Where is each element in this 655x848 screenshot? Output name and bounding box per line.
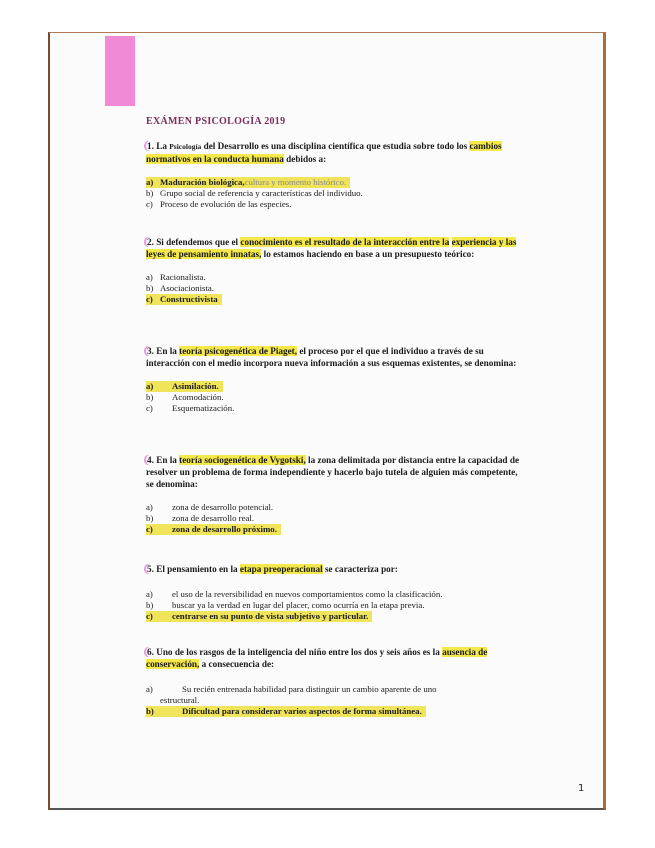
- option-b: b) buscar ya la verdad en lugar del placer, como ocurría en la etapa previa.: [146, 600, 425, 610]
- question-5-options: [146, 589, 526, 622]
- question-2-options: [146, 272, 526, 305]
- question-5-text: 5. El pensamiento en la etapa preoperacional se caracteriza por:: [147, 564, 398, 574]
- question-5: [146, 563, 526, 622]
- question-4: [146, 454, 526, 535]
- option-a: a) zona de desarrollo potencial.: [146, 502, 274, 512]
- page-number: 1: [578, 783, 585, 794]
- option-b: b) Asociacionista.: [146, 283, 214, 293]
- question-1: [146, 140, 526, 210]
- option-b: b) Grupo social de referencia y características del individuo.: [146, 188, 363, 198]
- option-a: a) Asimilación.: [146, 381, 526, 392]
- question-6-options: [146, 684, 526, 717]
- option-a: a) Racionalista.: [146, 272, 206, 282]
- question-2-text: 2. Si defendemos que el conocimiento es el resultado de la interacción entre la experiencia y las leyes de pensamiento innatas, lo estamos haciendo en base a un presupuesto teórico:: [146, 237, 517, 259]
- option-b: b) Dificultad para considerar varios aspectos de forma simultánea.: [146, 706, 526, 717]
- option-c: c) Esquematización.: [146, 403, 235, 413]
- exam-title: EXÁMEN PSICOLOGÍA 2019: [146, 116, 286, 127]
- question-1-options: [146, 177, 526, 210]
- exam-content: [146, 116, 526, 716]
- question-3-text: 3. En la teoría psicogenética de Piaget, el proceso por el que el individuo a través de su interacción con el medio incorpora nueva información a sus esquemas existentes, se denomina:: [146, 346, 517, 368]
- question-4-options: [146, 502, 526, 535]
- question-6-text: 6. Uno de los rasgos de la inteligencia del niño entre los dos y seis años es la ausencia de conservación, a consecuencia de:: [146, 647, 488, 669]
- option-c: c) zona de desarrollo próximo.: [146, 524, 526, 535]
- question-2: [146, 236, 526, 305]
- question-4-text: 4. En la teoría sociogenética de Vygotski, la zona delimitada por distancia entre la capacidad de resolver un problema de forma independiente y hacerlo bajo tutela de alguien más competente, se denomina:: [146, 455, 520, 489]
- option-a: a) Su recién entrenada habilidad para distinguir un cambio aparente de uno estructural.: [146, 684, 437, 705]
- question-3: [146, 345, 526, 414]
- question-6: [146, 646, 526, 717]
- option-c: c) Proceso de evolución de las especies.: [146, 199, 292, 209]
- option-a: a) Maduración biológica, cultura y momento histórico.: [146, 177, 526, 188]
- option-c: c) centrarse en su punto de vista subjetivo y particular.: [146, 611, 526, 622]
- option-a: a) el uso de la reversibilidad en nuevos comportamientos como la clasificación.: [146, 589, 443, 599]
- question-1-text: 1. La Psicología del Desarrollo es una disciplina científica que estudia sobre todo los cambios normativos en la conducta humana debidos a:: [146, 141, 502, 164]
- option-b: b) zona de desarrollo real.: [146, 513, 255, 523]
- option-c: c) Constructivista: [146, 294, 526, 305]
- sticky-note-tab: [105, 36, 135, 106]
- option-b: b) Acomodación.: [146, 392, 224, 402]
- question-3-options: [146, 381, 526, 414]
